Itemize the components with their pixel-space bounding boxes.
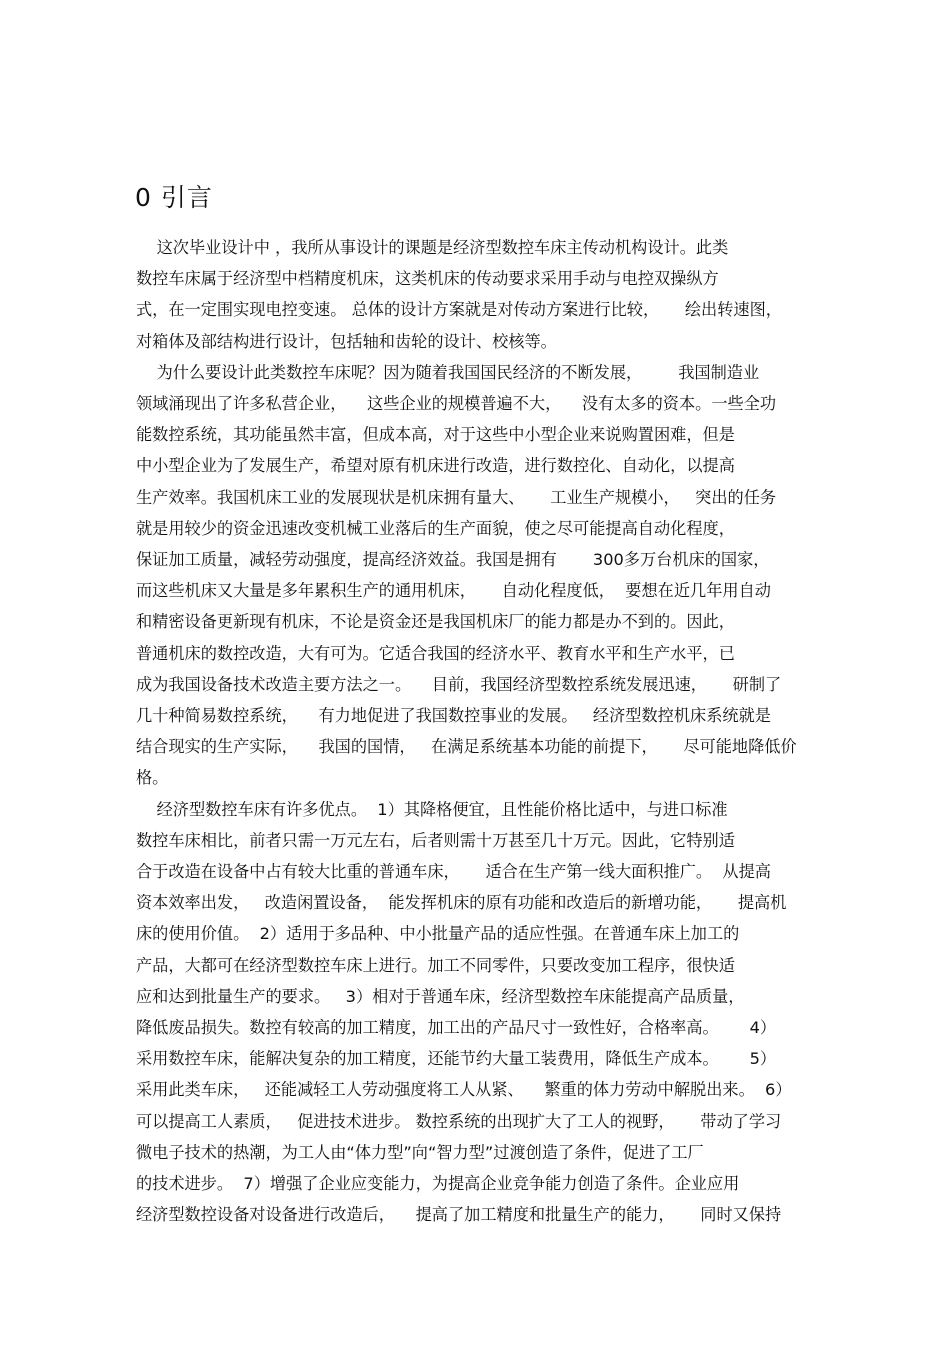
text-line: 合于改造在设备中占有较大比重的普通车床， 适合在生产第一线大面积推广。 从提高 bbox=[136, 862, 771, 881]
text-line: 结合现实的生产实际， 我国的国情， 在满足系统基本功能的前提下， 尽可能地降低价 bbox=[136, 737, 797, 756]
text-line: 微电子技术的热潮，为工人由“体力型”向“智力型”过渡创造了条件，促进了工厂 bbox=[136, 1143, 704, 1162]
text-line: 床的使用价值。 2）适用于多品种、中小批量产品的适应性强。在普通车床上加工的 bbox=[136, 924, 740, 943]
text-line: 生产效率。我国机床工业的发展现状是机床拥有量大、 工业生产规模小， 突出的任务 bbox=[136, 488, 777, 507]
text-line: 为什么要设计此类数控车床呢？因为随着我国国民经济的不断发展， 我国制造业 bbox=[136, 363, 760, 382]
text-line: 资本效率出发， 改造闲置设备， 能发挥机床的原有功能和改造后的新增功能， 提高机 bbox=[136, 893, 787, 912]
text-line: 就是用较少的资金迅速改变机械工业落后的生产面貌，使之尽可能提高自动化程度， bbox=[136, 519, 735, 538]
text-line: 保证加工质量，减轻劳动强度，提高经济效益。我国是拥有 300多万台机床的国家， bbox=[136, 550, 770, 569]
text-line: 格。 bbox=[136, 768, 169, 787]
text-line: 对箱体及部结构进行设计，包括轴和齿轮的设计、校核等。 bbox=[136, 332, 557, 351]
text-line: 可以提高工人素质， 促进技术进步。 数控系统的出现扩大了工人的视野， 带动了学习 bbox=[136, 1112, 782, 1131]
text-line: 和精密设备更新现有机床，不论是资金还是我国机床厂的能力都是办不到的。因此， bbox=[136, 612, 735, 631]
text-line: 降低废品损失。数控有较高的加工精度，加工出的产品尺寸一致性好，合格率高。 4） bbox=[136, 1018, 777, 1037]
text-line: 应和达到批量生产的要求。 3）相对于普通车床，经济型数控车床能提高产品质量， bbox=[136, 987, 745, 1006]
text-line: 经济型数控设备对设备进行改造后， 提高了加工精度和批量生产的能力， 同时又保持 bbox=[136, 1205, 782, 1224]
text-line: 采用数控车床，能解决复杂的加工精度，还能节约大量工装费用，降低生产成本。 5） bbox=[136, 1049, 777, 1068]
text-line: 产品，大都可在经济型数控车床上进行。加工不同零件，只要改变加工程序，很快适 bbox=[136, 956, 735, 975]
text-line: 的技术进步。 7）增强了企业应变能力，为提高企业竞争能力创造了条件。企业应用 bbox=[136, 1174, 740, 1193]
text-line: 几十种简易数控系统， 有力地促进了我国数控事业的发展。 经济型数控机床系统就是 bbox=[136, 706, 771, 725]
text-line: 而这些机床又大量是多年累积生产的通用机床， 自动化程度低， 要想在近几年用自动 bbox=[136, 581, 771, 600]
text-line: 数控车床属于经济型中档精度机床，这类机床的传动要求采用手动与电控双操纵方 bbox=[136, 269, 719, 288]
section-heading: 0 引言 bbox=[135, 183, 213, 212]
text-line: 经济型数控车床有许多优点。 1）其降格便宜，且性能价格比适中，与进口标准 bbox=[136, 800, 728, 819]
text-line: 普通机床的数控改造，大有可为。它适合我国的经济水平、教育水平和生产水平，已 bbox=[136, 644, 735, 663]
text-line: 数控车床相比，前者只需一万元左右，后者则需十万甚至几十万元。因此，它特别适 bbox=[136, 831, 735, 850]
text-line: 能数控系统，其功能虽然丰富，但成本高，对于这些中小型企业来说购置困难，但是 bbox=[136, 425, 735, 444]
text-line: 式，在一定围实现电控变速。 总体的设计方案就是对传动方案进行比较， 绘出转速图， bbox=[136, 300, 782, 319]
text-line: 采用此类车床， 还能减轻工人劳动强度将工人从紧、 繁重的体力劳动中解脱出来。 6） bbox=[136, 1080, 792, 1099]
text-line: 成为我国设备技术改造主要方法之一。 目前，我国经济型数控系统发展迅速， 研制了 bbox=[136, 675, 782, 694]
text-line: 领域涌现出了许多私营企业， 这些企业的规模普遍不大， 没有太多的资本。一些全功 bbox=[136, 394, 777, 413]
text-line: 这次毕业设计中 ，我所从事设计的课题是经济型数控车床主传动机构设计。此类 bbox=[136, 238, 729, 257]
text-line: 中小型企业为了发展生产，希望对原有机床进行改造，进行数控化、自动化，以提高 bbox=[136, 456, 735, 475]
